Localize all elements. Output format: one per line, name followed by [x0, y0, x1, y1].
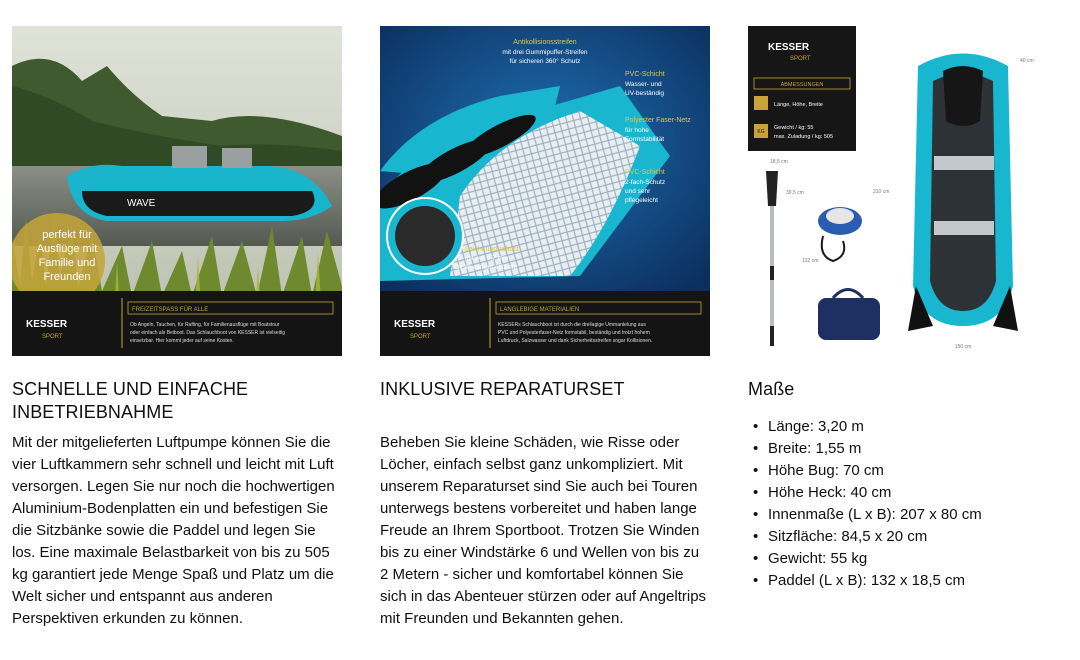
section-text: Beheben Sie kleine Schäden, wie Risse oder Löcher, einfach selbst ganz unkompliziert. Mit unserem Reparaturset sind Sie auch bei Touren unterwegs bestens vorbereitet und haben lange Freude an Ihrem Sportboot. Trotzen Sie Winden bis zu einer Windstärke 6 und Wellen von bis zu 2 Metern - sicher und komfortabel können Sie sich in das Abenteuer stürzen oder auf Angeltrips mit Freunden und Bekannten gehen. [380, 434, 707, 627]
svg-text:oder einfach als Beiboot. Das: oder einfach als Beiboot. Das Schlauchboot von KESSER ist vielseitig [130, 330, 286, 336]
svg-text:18,5 cm: 18,5 cm [770, 159, 788, 165]
svg-text:132 cm: 132 cm [802, 258, 819, 264]
svg-text:UV-beständig: UV-beständig [625, 90, 665, 97]
svg-text:150 cm: 150 cm [954, 344, 972, 350]
svg-text:PVC und Polyesterfaser-Netz fo: PVC und Polyesterfaser-Netz formstabil, beständig und trotzt hohem [498, 330, 650, 336]
svg-text:LANGLEBIGE MATERIALIEN: LANGLEBIGE MATERIALIEN [500, 307, 580, 313]
svg-text:39,5 cm: 39,5 cm [786, 190, 804, 196]
brand-logo: KESSER [26, 319, 68, 330]
svg-text:max. Zuladung / kg: 505: max. Zuladung / kg: 505 [774, 134, 834, 140]
spec-item-inner-dimensions: • Innenmaße (L x B): 207 x 80 cm [768, 504, 1078, 526]
svg-text:40 cm: 40 cm [1020, 58, 1034, 64]
svg-text:Familie und: Familie und [38, 257, 96, 269]
spec-item-weight: • Gewicht: 55 kg [768, 548, 1078, 570]
svg-text:mit drei Gummipuffer-Streifen: mit drei Gummipuffer-Streifen [502, 49, 588, 56]
section-heading: SCHNELLE UND EINFACHE INBETRIEBNAHME [12, 379, 249, 422]
feature-column-repair [380, 26, 710, 627]
svg-text:Länge, Höhe, Breite: Länge, Höhe, Breite [774, 102, 823, 108]
svg-text:Leicht und robust: Leicht und robust [465, 246, 519, 253]
spec-item-bow-height: • Höhe Bug: 70 cm [768, 460, 1078, 482]
feature-column-setup [12, 26, 342, 627]
svg-text:Antikollisionsstreifen: Antikollisionsstreifen [513, 39, 577, 46]
svg-text:ABMESSUNGEN: ABMESSUNGEN [780, 82, 824, 88]
brand-logo: KESSER [394, 319, 436, 330]
svg-text:mit nur 0,7 mm: mit nur 0,7 mm [465, 255, 509, 262]
section-text: Mit der mitgelieferten Luftpumpe können Sie die vier Luftkammern sehr schnell und leicht mit Luft versorgen. Legen Sie nur noch die hochwertigen Aluminium-Bodenplatten ein und befestigen Sie die Sitzbänke sowie die Paddel und legen Sie los. Eine maximale Belastbarkeit von bis zu 505 kg garantiert jede Menge Spaß und Platz um die Welt sicher und entspannt aus anderen Perspektiven erkunden zu können. [12, 434, 335, 627]
svg-text:für sicheren 360° Schutz: für sicheren 360° Schutz [509, 58, 581, 65]
section-heading: INKLUSIVE REPARATURSET [380, 379, 625, 399]
svg-text:Dicke extrem effizient: Dicke extrem effizient [455, 264, 518, 271]
svg-text:Luftdruck, Salzwasser und dank: Luftdruck, Salzwasser und dank Sicherheitsstreifen sogar Kollisionen. [498, 338, 653, 344]
svg-text:PVC-Schicht: PVC-Schicht [625, 169, 665, 176]
boat-label: WAVE [127, 198, 156, 209]
svg-text:Formstabilität: Formstabilität [625, 136, 665, 143]
svg-text:für hohe: für hohe [625, 127, 649, 134]
lake-scene [12, 26, 342, 356]
svg-text:SPORT: SPORT [410, 334, 431, 340]
svg-text:FREIZEITSPASS FÜR ALLE: FREIZEITSPASS FÜR ALLE [132, 307, 209, 313]
product-image-lake[interactable] [12, 26, 342, 356]
svg-text:2-fach-Schutz: 2-fach-Schutz [625, 179, 666, 186]
spec-item-seat-area: • Sitzfläche: 84,5 x 20 cm [768, 526, 1078, 548]
spec-list-container [748, 416, 1078, 592]
svg-text:Ausflüge mit: Ausflüge mit [36, 243, 98, 255]
spec-item-length: • Länge: 3,20 m [768, 416, 1078, 438]
section-heading: Maße [748, 379, 795, 399]
svg-text:und sehr: und sehr [625, 188, 651, 195]
svg-text:PVC-Schicht: PVC-Schicht [625, 71, 665, 78]
svg-text:Ob Angeln, Tauchen, für Raftin: Ob Angeln, Tauchen, für Rafting, für Familienausflüge mit Boatstour [130, 322, 280, 328]
brand-logo: KESSER [768, 42, 810, 53]
svg-text:Freunden: Freunden [43, 271, 91, 283]
svg-text:einsetzbar. Hier kommt jeder a: einsetzbar. Hier kommt jeder auf seine Kosten. [130, 338, 234, 344]
svg-text:Gewicht / kg: 55: Gewicht / kg: 55 [774, 125, 814, 131]
spec-item-stern-height: • Höhe Heck: 40 cm [768, 482, 1078, 504]
svg-text:310 cm: 310 cm [873, 189, 890, 195]
svg-text:SPORT: SPORT [790, 56, 811, 62]
svg-text:KG: KG [757, 129, 765, 135]
spec-item-width: • Breite: 1,55 m [768, 438, 1078, 460]
product-image-material[interactable] [380, 26, 710, 356]
material-diagram [380, 26, 710, 356]
spec-item-paddle: • Paddel (L x B): 132 x 18,5 cm [768, 570, 1078, 592]
svg-text:KESSERs Schlauchboot ist durch: KESSERs Schlauchboot ist durch die dreilagige Ummantelung aus [498, 322, 646, 328]
svg-text:SPORT: SPORT [42, 334, 63, 340]
dimension-diagram [748, 26, 1078, 356]
svg-text:perfekt für: perfekt für [42, 229, 92, 241]
svg-text:Wasser- und: Wasser- und [625, 81, 662, 88]
product-image-dimensions[interactable] [748, 26, 1078, 356]
svg-text:pflegeleicht: pflegeleicht [625, 197, 658, 204]
spec-list [748, 416, 1078, 592]
feature-column-dimensions [748, 26, 1078, 589]
svg-text:Polyester Faser-Netz: Polyester Faser-Netz [625, 117, 691, 124]
